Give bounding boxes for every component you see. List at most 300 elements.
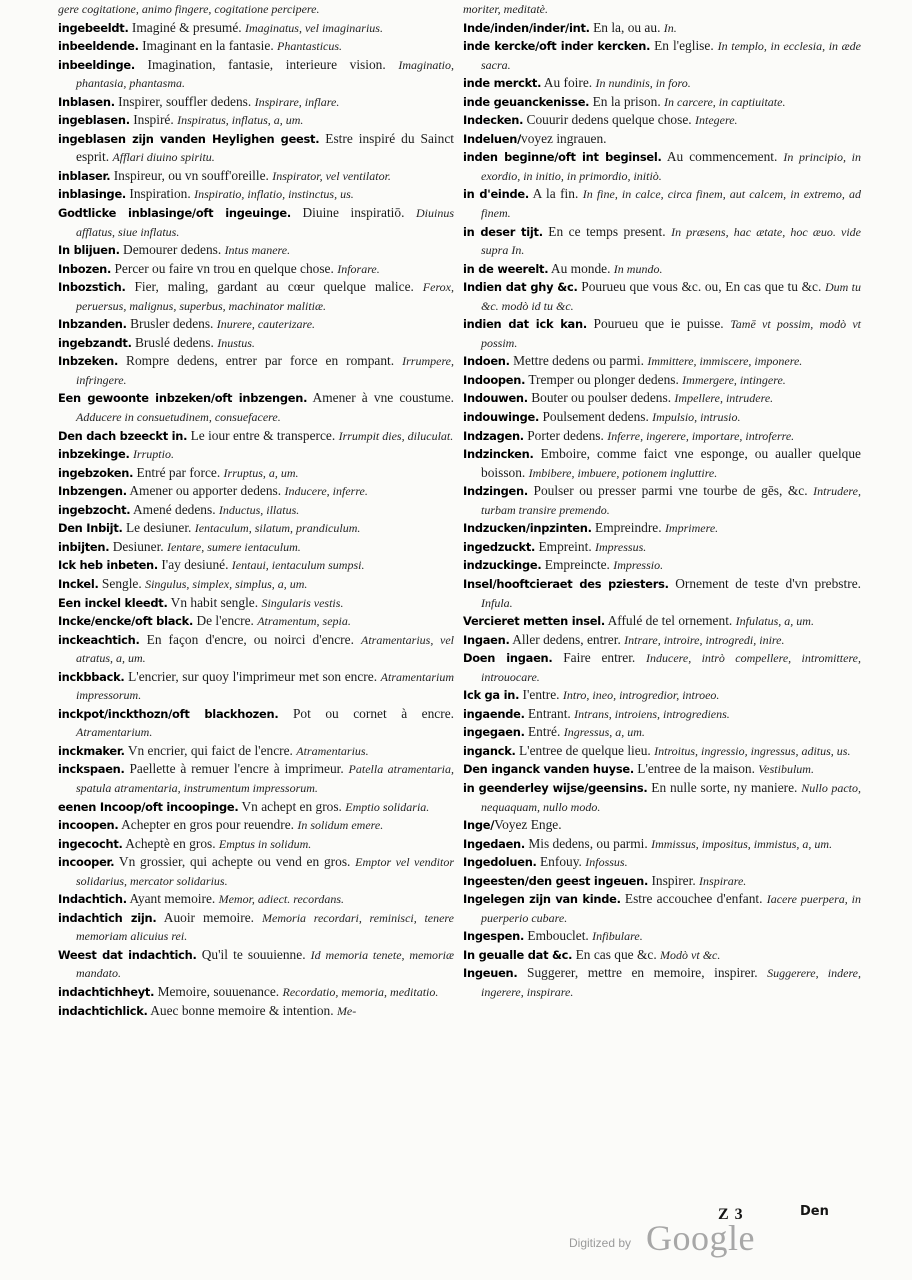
dictionary-entry [58,501,454,520]
dictionary-entry [58,798,454,817]
dictionary-entry [463,760,861,779]
dictionary-entry [463,93,861,112]
french-gloss: En la prison. [589,93,665,109]
left-column [58,0,454,1020]
headword: Een inckel kleedt. [58,595,168,610]
latin-gloss: Imaginatus, vel imaginarius. [244,20,383,35]
latin-gloss: Memor, adiect. recordans. [218,892,345,907]
page-signature: Z 3 [718,1206,744,1223]
headword: Inblasen. [58,94,115,109]
french-gloss: Memoire, souuenance. [154,983,283,999]
french-gloss: Couurir dedens quelque chose. [523,112,695,128]
latin-gloss: Impressus. [595,539,647,554]
latin-gloss: Ientare, sumere ientaculum. [167,539,301,554]
dictionary-entry [463,853,861,872]
french-gloss: voyez ingrauen. [521,130,607,146]
dictionary-entry [463,371,861,390]
french-gloss: L'entree de quelque lieu. [515,742,655,758]
french-gloss: Amener à vne coustume. [307,390,454,406]
french-gloss: Vn encrier, qui faict de l'encre. [124,742,297,758]
latin-gloss: Irruptus, a, um. [223,465,299,480]
dictionary-entry [463,575,861,612]
headword: ingebzocht. [58,502,131,517]
french-gloss: Aller dedens, entrer. [509,631,625,647]
latin-gloss: Introitus, ingressio, ingressus, aditus, us. [654,743,851,758]
french-gloss: Bouter ou poulser dedens. [527,390,675,406]
french-gloss: Vn achept en gros. [238,798,346,814]
headword: Ingespen. [463,929,525,944]
dictionary-entry [58,130,454,167]
latin-gloss: Emptor vel venditor solidarius, mercator solidarius. [76,855,455,888]
dictionary-entry [58,946,454,983]
headword: Ick ga in. [463,688,520,703]
dictionary-entry [58,1002,454,1021]
latin-gloss: Patella atramentaria, spatula atramentaria, instrumentum impressorum. [76,762,454,795]
headword: Weest dat indachtich. [58,947,197,962]
latin-gloss: In carcere, in captiuitate. [664,94,786,109]
dictionary-entry [463,130,861,149]
french-gloss: Paellette à remuer l'encre à imprimeur. [124,761,349,777]
french-gloss: I'ay desiuné. [157,557,232,573]
headword: Den dach bzeeckt in. [58,428,188,443]
headword: inckspaen. [58,762,125,777]
latin-gloss: Inustus. [217,335,255,350]
dictionary-entry [463,482,861,519]
french-gloss: Inspirer, souffler dedens. [114,93,255,109]
latin-gloss: Ientaui, ientaculum sumpsi. [231,558,365,573]
french-gloss: Embouclet. [524,928,593,944]
latin-gloss: Irruptio. [132,447,174,462]
headword: In geualle dat &c. [463,947,573,962]
dictionary-entry [58,816,454,835]
dictionary-entry [58,760,454,797]
headword: Insel/hooftcieraet des pziesters. [463,576,669,591]
french-gloss: Emboire, comme faict vne esponge, ou aualler quelque boisson. [481,446,861,480]
headword: Inbozstich. [58,280,126,295]
dictionary-entry [463,185,861,222]
headword: ingegaen. [463,725,525,740]
dictionary-entry [463,352,861,371]
latin-gloss: Inurere, cauterizare. [216,317,316,332]
headword: Indzincken. [463,447,534,462]
french-gloss: Auoir memoire. [156,909,263,925]
french-gloss: Amener ou apporter dedens. [126,483,285,499]
latin-gloss: Nullo pacto, nequaquam, nullo modo. [481,780,861,814]
french-gloss: Inspiration. [126,186,195,202]
headword: Godtlicke inblasinge/oft ingeuinge. [58,206,291,221]
latin-gloss: In nundinis, in foro. [595,76,691,91]
catchword: Den [800,1204,829,1219]
latin-gloss: Ferox, peruersus, malignus, superbus, machinator malitiæ. [76,280,454,313]
latin-gloss: Infossus. [585,855,628,870]
headword: Ingeuen. [463,966,518,981]
latin-gloss: Immissus, impositus, immistus, a, um. [651,836,833,851]
dictionary-entry [58,19,454,38]
headword: in de weerelt. [463,261,549,276]
dictionary-entry [463,0,861,19]
headword: In blijuen. [58,243,120,258]
latin-gloss: Singularis vestis. [261,595,344,610]
latin-gloss: In templo, in ecclesia, in æde sacra. [481,39,861,72]
dictionary-entry [463,705,861,724]
dictionary-entry [463,519,861,538]
french-gloss: En cas que &c. [572,946,661,962]
french-gloss: Affulé de tel ornement. [604,613,736,629]
french-gloss: Mis dedens, ou parmi. [524,835,652,851]
dictionary-entry [463,835,861,854]
dictionary-entry [58,538,454,557]
headword: inblaser. [58,168,111,183]
headword: Indecken. [463,113,524,128]
dictionary-entry [58,983,454,1002]
headword: Ingeesten/den geest ingeuen. [463,873,649,888]
headword: indachtich zijn. [58,910,157,925]
latin-gloss: Phantasticus. [277,39,343,54]
latin-gloss: Irrumpit dies, diluculat. [338,428,454,443]
headword: in deser tijt. [463,224,543,239]
headword: Ingedaen. [463,836,525,851]
latin-gloss: Id memoria tenete, memoriæ mandato. [76,947,454,981]
dictionary-entry [58,352,454,389]
french-gloss: Estre accouchee d'enfant. [620,891,767,907]
french-gloss: Au commencement. [661,149,784,165]
latin-gloss: Dum tu &c. modò id tu &c. [481,280,861,313]
headword: inden beginne/oft int beginsel. [463,150,662,165]
latin-gloss: Intro, ineo, introgredior, introeo. [562,688,720,703]
headword: Ick heb inbeten. [58,558,158,573]
latin-gloss: Infula. [481,595,513,610]
dictionary-entry [58,241,454,260]
dictionary-entry [58,0,454,19]
latin-gloss: Inspiratio, inflatio, instinctus, us. [194,187,354,202]
dictionary-entry [463,649,861,686]
dictionary-entry [58,389,454,426]
headword: Inbzengen. [58,484,127,499]
dictionary-entry [58,556,454,575]
dictionary-entry [463,315,861,352]
latin-gloss: Me- [336,1003,357,1018]
headword: inckeachtich. [58,632,140,647]
latin-gloss: Intrans, introiens, introgrediens. [574,706,730,721]
french-gloss: Pourueu que vous &c. ou, En cas que tu &c. [577,279,826,295]
french-gloss: Inspirer. [648,872,700,888]
latin-gloss: Atramentarium impressorum. [76,669,454,703]
latin-gloss: Atramentarium. [76,725,153,740]
latin-gloss: Emptus in solidum. [218,836,312,851]
latin-gloss: Tamē vt possim, modò vt possim. [481,317,861,350]
headword: Inckel. [58,576,99,591]
french-gloss: Estre inspiré du Sainct esprit. [76,130,454,165]
latin-gloss: In. [663,20,677,35]
french-gloss: Inspiré. [129,112,178,128]
french-gloss: Ornement de teste d'vn prebstre. [668,575,861,591]
headword: indachtichlick. [58,1003,148,1018]
headword: inbzekinge. [58,447,130,462]
latin-gloss: Intus manere. [224,243,291,258]
dictionary-entry [463,946,861,965]
french-gloss: Diuine inspiratiō. [290,205,416,221]
headword: inckbback. [58,669,125,684]
french-gloss: Au monde. [548,260,614,276]
latin-gloss: Ientaculum, silatum, prandiculum. [194,521,361,536]
headword: indzuckinge. [463,558,542,573]
dictionary-entry [58,278,454,315]
french-gloss: L'encrier, sur quoy l'imprimeur met son encre. [124,668,381,684]
dictionary-entry [463,779,861,816]
dictionary-entry [58,464,454,483]
dictionary-entry [58,334,454,353]
latin-gloss: In præsens, hac ætate, hoc æuo. vide supra In. [481,224,861,258]
french-gloss: I'entre. [519,687,563,703]
dictionary-entry [463,427,861,446]
dictionary-entry [463,389,861,408]
latin-gloss: Emptio solidaria. [345,799,430,814]
dictionary-entry [463,408,861,427]
french-gloss: Inspireur, ou vn souff'oreille. [110,167,273,183]
dictionary-entry [58,427,454,446]
dictionary-entry [463,872,861,891]
latin-gloss: Diuinus afflatus, siue inflatus. [76,206,454,239]
dictionary-entry [463,37,861,74]
latin-gloss: In mundo. [613,261,663,276]
french-gloss: Faire entrer. [552,650,647,666]
dictionary-entry [463,890,861,927]
french-gloss: Poulser ou presser parmi vne tourbe de gēs, &c. [527,483,814,499]
dictionary-entry [58,315,454,334]
headword: ingeblasen zijn vanden Heylighen geest. [58,131,320,146]
dictionary-entry [463,686,861,705]
french-gloss: En la, ou au. [589,19,664,35]
french-gloss: Rompre dedens, entrer par force en rompant. [118,353,403,369]
headword: indouwinge. [463,410,540,425]
headword: inde geuanckenisse. [463,94,590,109]
latin-gloss: Singulus, simplex, simplus, a, um. [145,576,308,591]
french-gloss: Empreindre. [591,520,665,536]
headword: Indachtich. [58,892,127,907]
french-gloss: Le desiuner. [122,520,195,536]
french-gloss: Mettre dedens ou parmi. [509,353,648,369]
latin-gloss: Intrudere, turbam transire premendo. [481,484,861,517]
french-gloss: Vn grossier, qui achepte ou vend en gros. [114,854,356,870]
latin-gloss: moriter, meditatè. [463,2,548,16]
latin-gloss: Inducere, inferre. [284,484,368,499]
headword: Indzucken/inpzinten. [463,521,592,536]
headword: Indoen. [463,354,510,369]
latin-gloss: Suggerere, indere, ingerere, inspirare. [481,966,862,999]
latin-gloss: Impulsio, intrusio. [652,410,741,425]
french-gloss: En ce temps present. [542,223,672,239]
headword: Ingaen. [463,632,510,647]
dictionary-entry [463,612,861,631]
headword: incoopen. [58,818,119,833]
latin-gloss: Impellere, intrudere. [674,391,774,406]
french-gloss: Fier, maling, gardant au cœur quelque malice. [125,279,423,295]
latin-gloss: Infibulare. [592,929,643,944]
dictionary-entry [58,445,454,464]
french-gloss: Desiuner. [109,538,167,554]
latin-gloss: Memoria recordari, reminisci, tenere memoriam alicuius rei. [76,910,454,944]
dictionary-entry [58,890,454,909]
headword: inganck. [463,743,516,758]
latin-gloss: Inspirare, inflare. [254,94,340,109]
french-gloss: Acheptè en gros. [122,835,219,851]
headword: Den inganck vanden huyse. [463,762,634,777]
french-gloss: De l'encre. [193,613,258,629]
latin-gloss: In solidum emere. [297,818,384,833]
headword: inckpot/inckthozn/oft blackhozen. [58,706,279,721]
latin-gloss: gere cogitatione, animo fingere, cogitatione percipere. [58,2,320,16]
headword: ingebeeldt. [58,20,129,35]
latin-gloss: Irrumpere, infringere. [76,354,454,387]
headword: inbeeldinge. [58,57,135,72]
french-gloss: Achepter en gros pour reuendre. [118,817,298,833]
french-gloss: Empreint. [535,538,596,554]
headword: Indeluen/ [463,131,521,146]
headword: Inde/inden/inder/int. [463,20,590,35]
dictionary-entry [463,723,861,742]
right-column [463,0,861,1002]
dictionary-entry [463,742,861,761]
headword: ingebzandt. [58,335,132,350]
headword: eenen Incoop/oft incoopinge. [58,799,239,814]
french-gloss: Sengle. [98,575,146,591]
dictionary-entry [58,594,454,613]
french-gloss: En façon d'encre, ou noirci d'encre. [139,631,361,647]
dictionary-entry [58,56,454,93]
dictionary-entry [58,705,454,742]
latin-gloss: Atramentum, sepia. [257,614,351,629]
latin-gloss: In fine, in calce, circa finem, aut calcem, in extremo, ad finem. [481,187,861,221]
headword: Ingelegen zijn van kinde. [463,892,621,907]
headword: Ingedoluen. [463,855,537,870]
latin-gloss: Modò vt &c. [660,947,721,962]
latin-gloss: Infulatus, a, um. [735,614,814,629]
latin-gloss: Ingressus, a, um. [563,725,645,740]
latin-gloss: Inspirare. [699,873,747,888]
french-gloss: Brusler dedens. [126,316,217,332]
latin-gloss: Immergere, intingere. [682,372,786,387]
dictionary-entry [58,909,454,946]
headword: inde merckt. [463,76,542,91]
headword: ingebzoken. [58,465,134,480]
headword: inde kercke/oft inder kercken. [463,39,651,54]
latin-gloss: Afflari diuino spiritu. [112,150,215,165]
headword: inblasinge. [58,187,127,202]
french-gloss: Empreincte. [541,557,614,573]
dictionary-entry [58,668,454,705]
french-gloss: Percer ou faire vn trou en quelque chose. [111,260,338,276]
french-gloss: Auec bonne memoire & intention. [147,1002,337,1018]
headword: ingecocht. [58,836,123,851]
french-gloss: En l'eglise. [650,38,718,54]
latin-gloss: Immittere, immiscere, imponere. [647,354,803,369]
dictionary-entry [58,835,454,854]
headword: Doen ingaen. [463,651,553,666]
dictionary-entry [58,111,454,130]
latin-gloss: Intrare, introire, introgredi, inire. [624,632,785,647]
headword: Den Inbijt. [58,521,123,536]
french-gloss: Entrant. [524,705,575,721]
french-gloss: Tremper ou plonger dedens. [525,371,683,387]
latin-gloss: Vestibulum. [758,762,814,777]
french-gloss: Amené dedens. [130,501,219,517]
headword: Indzingen. [463,484,528,499]
dictionary-entry [463,816,861,835]
latin-gloss: Inspiratus, inflatus, a, um. [177,113,304,128]
latin-gloss: Integere. [694,113,738,128]
french-gloss: Demourer dedens. [119,242,225,258]
headword: in d'einde. [463,187,529,202]
dictionary-entry [58,631,454,668]
dictionary-entry [463,74,861,93]
french-gloss: Ayant memoire. [126,891,219,907]
dictionary-entry [463,278,861,315]
dictionary-entry [58,204,454,241]
dictionary-entry [463,927,861,946]
headword: Indouwen. [463,391,528,406]
headword: indien dat ick kan. [463,317,587,332]
french-gloss: A la fin. [528,186,583,202]
headword: Inbzanden. [58,317,127,332]
french-gloss: Porter dedens. [523,427,608,443]
headword: indachtichheyt. [58,984,155,999]
french-gloss: Entré. [524,724,564,740]
french-gloss: Qu'il te souuienne. [196,946,311,962]
dictionary-entry [58,612,454,631]
dictionary-entry [463,223,861,260]
dictionary-entry [58,37,454,56]
french-gloss: Le iour entre & transperce. [187,427,339,443]
latin-gloss: Inductus, illatus. [218,502,300,517]
latin-gloss: Inspirator, vel ventilator. [272,168,391,183]
headword: inbeeldende. [58,39,139,54]
dictionary-entry [58,260,454,279]
dictionary-entry [463,260,861,279]
headword: inbijten. [58,539,110,554]
headword: ingeblasen. [58,113,130,128]
digitized-by-label: Digitized by [569,1236,632,1250]
french-gloss: Vn habit sengle. [167,594,262,610]
headword: Inge/ [463,818,495,833]
dictionary-entry [58,185,454,204]
google-logo: Google [646,1218,755,1258]
dictionary-entry [58,93,454,112]
dictionary-entry [463,631,861,650]
headword: Incke/encke/oft black. [58,614,194,629]
latin-gloss: Imaginatio, phantasia, phantasma. [76,57,454,91]
latin-gloss: Impressio. [613,558,664,573]
latin-gloss: Recordatio, memoria, meditatio. [282,984,439,999]
headword: Indien dat ghy &c. [463,280,578,295]
dictionary-entry [58,482,454,501]
latin-gloss: Atramentarius, vel atratus, a, um. [76,632,454,666]
headword: in geenderley wijse/geensins. [463,780,648,795]
dictionary-entry [463,556,861,575]
dictionary-entry [58,519,454,538]
dictionary-entry [58,853,454,890]
dictionary-entry [58,167,454,186]
headword: ingaende. [463,706,525,721]
french-gloss: Entré par force. [133,464,224,480]
latin-gloss: Imprimere. [664,521,719,536]
latin-gloss: Atramentarius. [296,743,369,758]
headword: Indzagen. [463,428,524,443]
french-gloss: L'entree de la maison. [633,761,759,777]
dictionary-entry [58,575,454,594]
dictionary-entry [463,19,861,38]
dictionary-entry [463,111,861,130]
page-footer [0,1202,912,1272]
